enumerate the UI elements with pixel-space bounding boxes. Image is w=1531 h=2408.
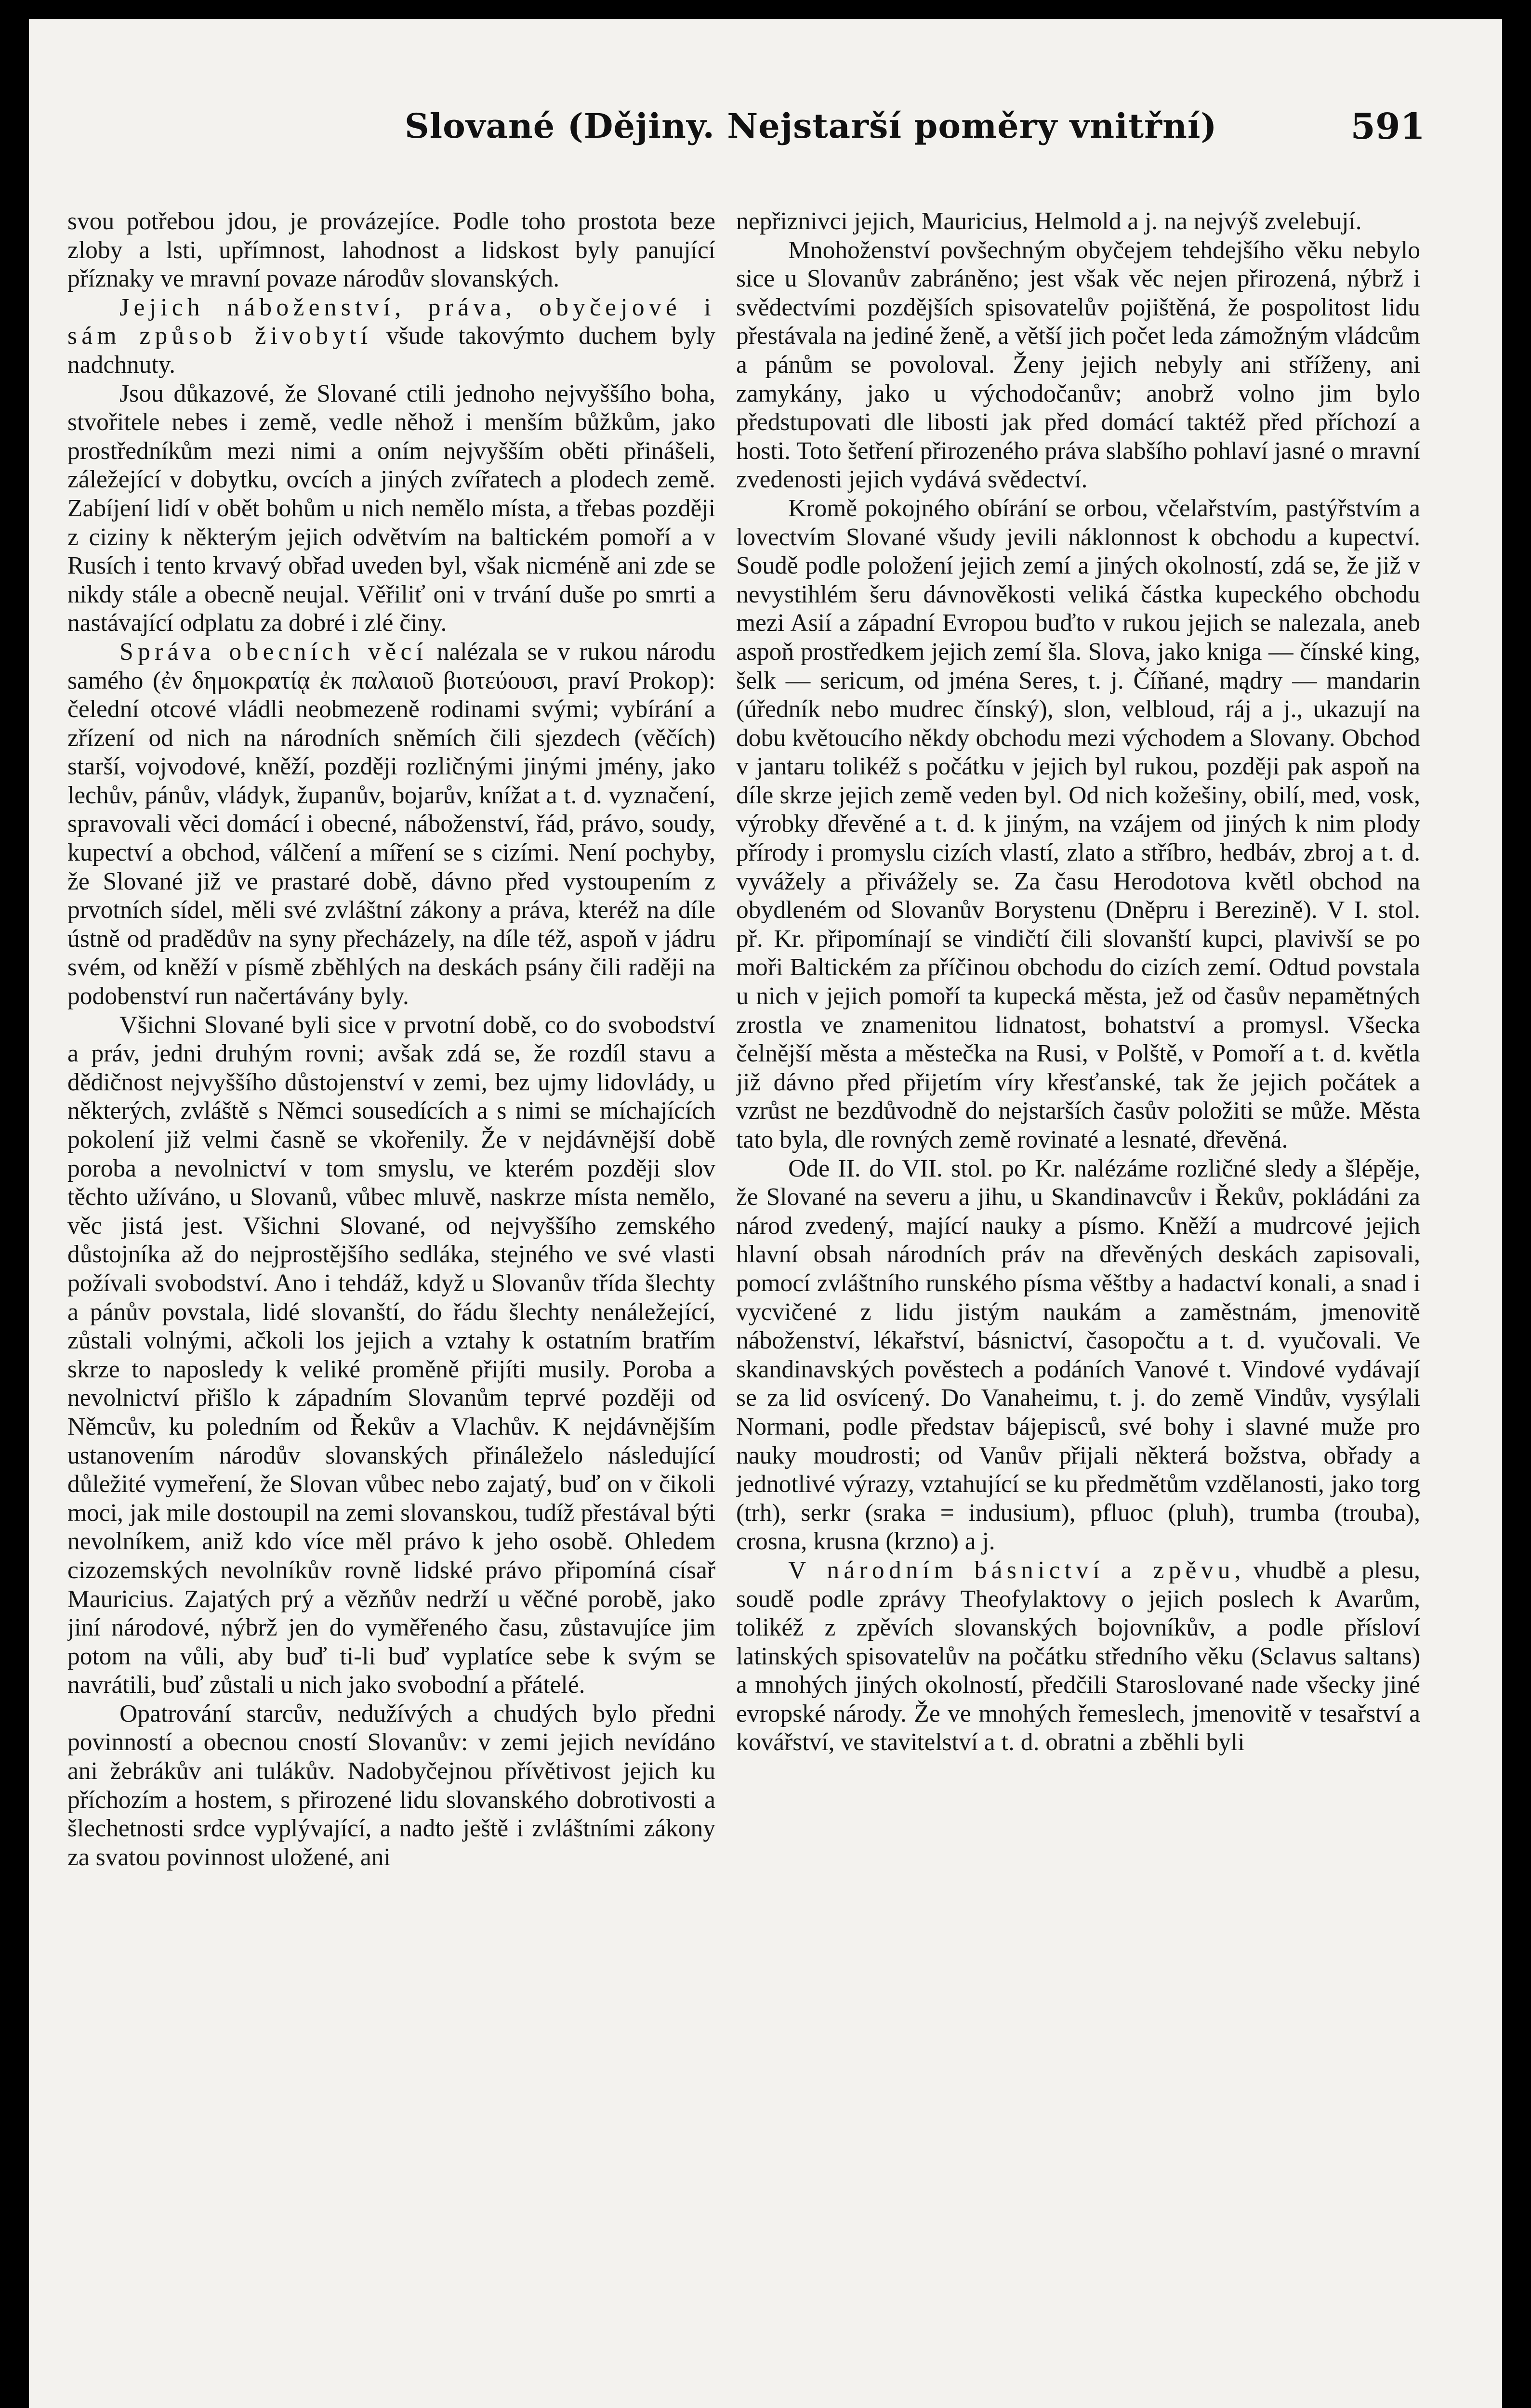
page-number: 591 [1350, 106, 1425, 147]
paragraph [736, 1154, 1420, 1556]
paragraph-text: Kromě pokojného obírání se orbou, včelařstvím, pastýřstvím a lovectvím Slované všudy jevili náklonnost k obchodu a kupectví. Soudě podle položení jejich zemí a jiných okolností, zdá se, že již v nevystihlém šeru dávnověkosti veliká částka kupeckého obchodu mezi Asií a západní Evropou buďto v rukou jejich se nalezala, aneb aspoň prostředkem jejich zemí šla. Slova, jako kniga — čínské king, šelk — sericum, od jména Seres, t. j. Číňané, mądry — mandarin (úředník nebo mudrec čínský), slon, velbloud, ráj a j., ukazují na dobu květoucího někdy obchodu mezi východem a Slovany. Obchod v jantaru tolikéž s počátku v jejich byl rukou, později pak aspoň na díle skrze jejich země veden byl. Od nich kožešiny, obilí, med, vosk, výrobky dřevěné a t. d. k jiným, na vzájem od jiných k nim plody přírody i promyslu cizích vlastí, zlato a stříbro, hedbáv, zbroj a t. d. vyvážely a přivážely se. Za času Herodotova květl obchod na obydleném od Slovanův Borystenu (Dněpru i Berezině). V I. stol. př. Kr. připomínají se vindičtí čili slovanští kupci, plavivší se po moři Baltickém za příčinou obchodu do cizích zemí. Odtud povstala u nich v jejich pomoří ta kupecká města, jež od časův nepamětných zrostla ve znamenitou lidnatost, bohatství a promysl. Všecka čelnější města a městečka na Rusi, v Polště, v Pomoří a t. d. květla již dávno před přijetím víry křesťanské, tak že jejich počátek a vzrůst ne bezdůvodně do nejstarších časův položiti se může. Města tato byla, dle rovných země rovinaté a lesnaté, dřevěná. [736, 494, 1420, 1153]
paragraph [736, 236, 1420, 494]
left-column [67, 207, 715, 2403]
paragraph [67, 380, 715, 638]
right-column [736, 207, 1420, 2403]
paragraph [67, 638, 715, 1011]
paragraph [67, 207, 715, 293]
paragraph-text: nepřiznivci jejich, Mauricius, Helmold a j. na nejvýš zvelebují. [736, 208, 1362, 235]
spaced-emphasis: Jejich náboženství, práva, obyčejové i sám způsob živobytí [67, 293, 715, 350]
paragraph-text: Všichni Slované byli sice v prvotní době, co do svobodství a práv, jedni druhým rovni; avšak zdá se, že rozdíl stavu a dědičnost nejvyššího důstojenství v zemi, bez ujmy lidovlády, u některých, zvláště s Němci sousedících a s nimi se míchajících pokolení již velmi časně se vkořenily. Že v nejdávnější době poroba a nevolnictví v tom smyslu, ve kterém později slov těchto užíváno, u Slovanů, vůbec mluvě, naskrze místa nemělo, věc jistá jest. Všichni Slované, od nejvyššího zemského důstojníka až do nejprostějšího sedláka, stejného ve své vlasti požívali svobodství. Ano i tehdáž, když u Slovanův třída šlechty a pánův povstala, lidé slovanští, do řádu šlechty nenáležející, zůstali volnými, ačkoli los jejich a vztahy k ostatním bratřím skrze to naposledy k veliké proměně přijíti musily. Poroba a nevolnictví přišlo k západním Slovanům teprvé později od Němcův, ku poledním od Řekův a Vlachův. K nejdávnějším ustanovením národův slovanských přináleželo následující důležité vymeření, že Slovan vůbec nebo zajatý, buď on v čikoli moci, jak mile dostoupil na zemi slovanskou, tudíž přestával býti nevolníkem, aniž kdo více měl právo k jeho osobě. Ohledem cizozemských nevolníkův rovně lidské právo připomíná císař Mauricius. Zajatých prý a vězňův nedrží u věčné porobě, jako jiní národové, nýbrž jen do vyměřeného času, zůstavujíce jim potom na vůli, aby buď ti-li buď vyplatíce sebe k svým se navrátili, buď zůstali u nich jako svobodní a přátelé. [67, 1011, 715, 1699]
paragraph-text: , vhudbě a plesu, soudě podle zprávy Theofylaktovy o jejich poslech k Avarům, tolikéž z zpěvích slovanských bojovníkův, a podle přísloví latinských spisovatelův na počátku středního věku (Sclavus saltans) a mnohých jiných okolností, předčili Staroslované nade všecky jiné evropské národy. Že ve mnohých řemeslech, jmenovitě v tesařství a kovářství, ve stavitelství a t. d. obratni a zběhli byli [736, 1556, 1420, 1756]
paragraph-text: Mnohoženství povšechným obyčejem tehdejšího věku nebylo sice u Slovanův zabráněno; jest však věc nejen přirozená, nýbrž i svědectvími pozdějších spisovatelův pojištěná, že pospolitost lidu přestávala na jediné ženě, a větší jich počet leda zámožným vládcům a pánům se povoloval. Ženy jejich nebyly ani stříženy, ani zamykány, jako u východočanův; anobrž volno jim bylo předstupovati dle libosti jak před domácí taktéž před příchozí a hosti. Toto šetření přirozeného práva slabšího pohlaví jasné o mravní zvedenosti jejich vydává svědectví. [736, 236, 1420, 494]
paragraph [736, 1556, 1420, 1757]
paragraph [736, 494, 1420, 1154]
paragraph [67, 293, 715, 380]
paragraph-text: všude takovýmto duchem byly nadchnuty. [67, 322, 715, 379]
paragraph-text: svou potřebou jdou, je provázejíce. Podle toho prostota beze zloby a lsti, upřímnost, lahodnost a lidskost byly panující příznaky ve mravní povaze národův slovanských. [67, 208, 715, 293]
paragraph-text: nalézala se v rukou národu samého (ἐν δημοκρατίᾳ ἐκ παλαιοῦ βιοτεύουσι, praví Prokop): čelední otcové vládli neobmezeně rodinami svými; vybírání a zřízení od nich na národních sněmích čili sjezdech (věčích) starší, vojvodové, kněží, později rozličnými jinými jmény, jako lechův, pánův, vládyk, županův, bojarův, knížat a t. d. vyznačení, spravovali věci domácí i obecné, náboženství, řád, právo, soudy, kupectví a obchod, válčení a míření se s cizími. Není pochyby, že Slované již ve prastaré době, dávno před vystoupením z prvotních sídel, měli své zvláštní zákony a práva, kteréž na díle ústně od pradědův na syny přecházely, na díle též, aspoň v jádru svém, od kněží v písmě zběhlých na deskách psány čili raději na podobenství run načertávány byly. [67, 638, 715, 1010]
paragraph-text: Jsou důkazové, že Slované ctili jednoho nejvyššího boha, stvořitele nebes i země, vedle něhož i menším bůžkům, jako prostředníkům mezi nimi a oním nejvyšším oběti přinášeli, záležející v dobytku, ovcích a jiných zvířatech a plodech země. Zabíjení lidí v obět bohům u nich nemělo místa, a třebas později z ciziny k některým jejich odvětvím na baltickém pomoří a v Rusích i tento krvavý obřad uveden byl, však nicméně ani zde se nikdy stále a obecně neujal. Věřiliť oni v trvání duše po smrti a nastávající odplatu za dobré i zlé činy. [67, 380, 715, 637]
paragraph [67, 1011, 715, 1700]
running-head: Slované (Dějiny. Nejstarší poměry vnitřní) [405, 106, 1217, 146]
book-page [29, 19, 1502, 2408]
paragraph-text: Opatrování starcův, nedužívých a chudých bylo předni povinností a obecnou cností Slovanův: v zemi jejich nevídáno ani žebrákův ani tulákův. Nadobyčejnou přívětivost jejich ku příchozím a hostem, s přirozené lidu slovanského dobrotivosti a šlechetnosti srdce vyplývající, a nadto ještě i zvláštními zákony za svatou povinnost uložené, ani [67, 1700, 715, 1871]
spaced-emphasis: V národním básnictví a zpěvu [788, 1556, 1235, 1584]
paragraph-text: Ode II. do VII. stol. po Kr. nalézáme rozličné sledy a šlépěje, že Slované na severu a jihu, u Skandinavcův i Řekův, pokládáni za národ zvedený, mající nauky a písmo. Kněží a mudrcové jejich hlavní obsah národních práv na dřevěných deskách zapisovali, pomocí zvláštního runského písma věštby a hadactví konali, a snad i vycvičené z lidu jistým naukám a zaměstnám, jmenovitě náboženství, lékařství, básnictví, časopočtu a t. d. vyučovali. Ve skandinavských pověstech a podáních Vanové t. Vindové vydávají se za lid osvícený. Do Vanaheimu, t. j. do země Vindův, vysýlali Normani, podle představ bájepisců, své bohy i slavné muže pro nauky moudrosti; od Vanův přijali některá božstva, obřady a jednotlivé výrazy, vztahující se ku předmětům vzdělanosti, jako torg (trh), serkr (sraka = indusium), pfluoc (pluh), trumba (trouba), crosna, krusna (krzno) a j. [736, 1154, 1420, 1556]
spaced-emphasis: Správa obecních věcí [119, 638, 428, 666]
page-header [29, 106, 1502, 169]
paragraph [67, 1700, 715, 1872]
paragraph [736, 207, 1420, 236]
